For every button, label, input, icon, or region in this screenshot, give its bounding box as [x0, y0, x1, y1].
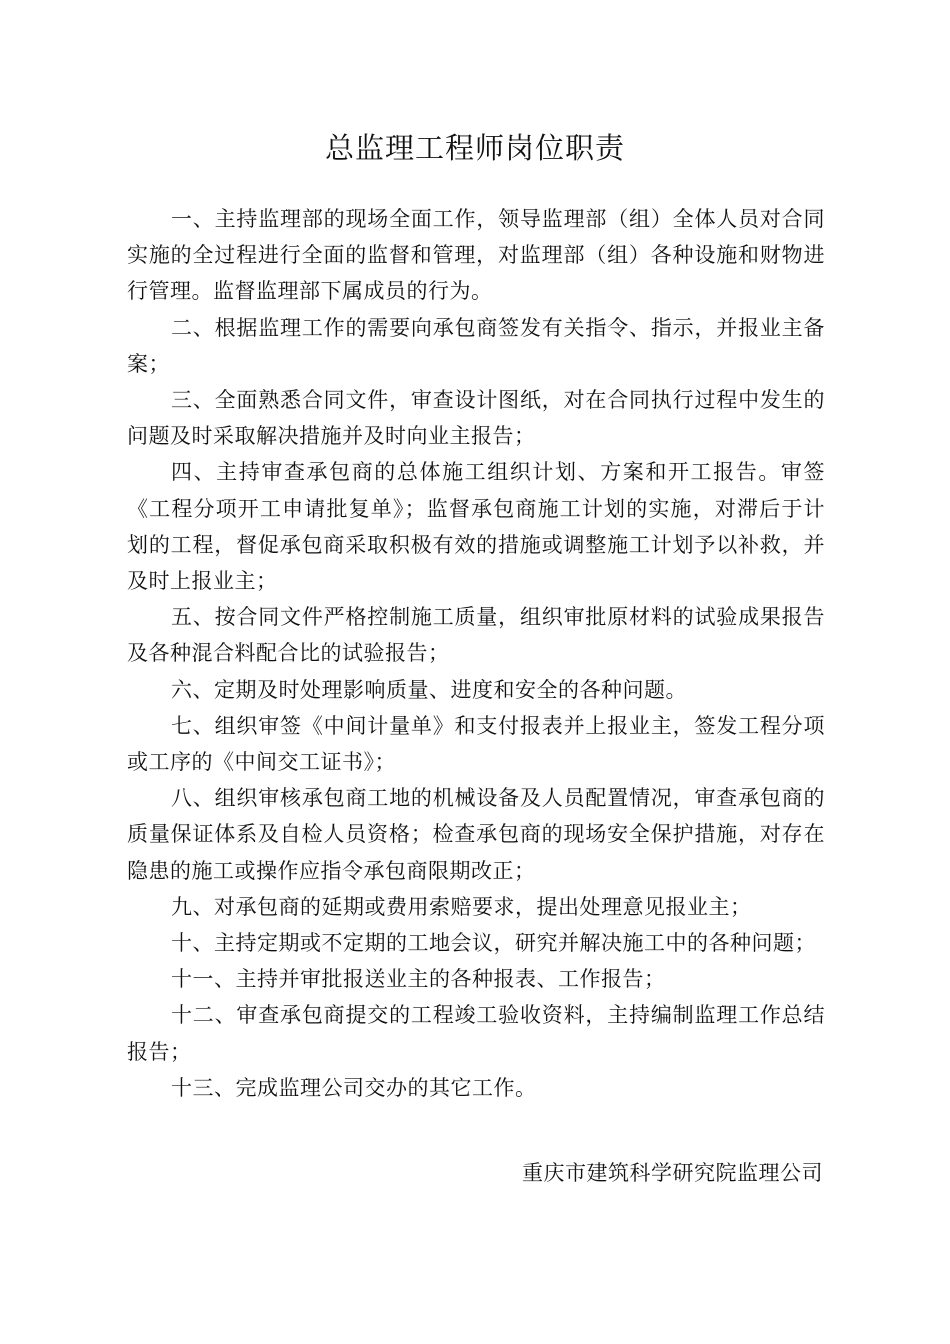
- duty-item-10: 十、主持定期或不定期的工地会议，研究并解决施工中的各种问题；: [171, 931, 816, 956]
- signature-organization: 重庆市建筑科学研究院监理公司: [522, 1161, 823, 1185]
- duty-item-12: 十二、审查承包商提交的工程竣工验收资料，主持编制监理工作总结报告；: [127, 1003, 825, 1064]
- duty-item-6: 六、定期及时处理影响质量、进度和安全的各种问题。: [171, 677, 687, 702]
- duty-list: [127, 201, 825, 1106]
- duty-item-8: 八、组织审核承包商工地的机械设备及人员配置情况，审查承包商的质量保证体系及自检人员资格；检查承包商的现场安全保护措施，对存在隐患的施工或操作应指令承包商限期改正；: [127, 786, 825, 883]
- duty-item-1: 一、主持监理部的现场全面工作，领导监理部（组）全体人员对合同实施的全过程进行全面的监督和管理，对监理部（组）各种设施和财物进行管理。监督监理部下属成员的行为。: [127, 207, 825, 304]
- duty-item-13: 十三、完成监理公司交办的其它工作。: [171, 1075, 537, 1100]
- page-title: 总监理工程师岗位职责: [324, 131, 625, 165]
- duty-item-9: 九、对承包商的延期或费用索赔要求，提出处理意见报业主；: [171, 894, 752, 919]
- duty-item-7: 七、组织审签《中间计量单》和支付报表并上报业主，签发工程分项或工序的《中间交工证书》；: [127, 713, 825, 775]
- duty-item-4: 四、主持审查承包商的总体施工组织计划、方案和开工报告。审签《工程分项开工申请批复单》；监督承包商施工计划的实施，对滞后于计划的工程，督促承包商采取积极有效的措施或调整施工计划予以补救，并及时上报业主；: [127, 460, 825, 594]
- duty-item-11: 十一、主持并审批报送业主的各种报表、工作报告；: [171, 967, 666, 992]
- duty-item-3: 三、全面熟悉合同文件，审查设计图纸，对在合同执行过程中发生的问题及时采取解决措施并及时向业主报告；: [127, 388, 825, 449]
- duty-item-5: 五、按合同文件严格控制施工质量，组织审批原材料的试验成果报告及各种混合料配合比的试验报告；: [127, 605, 825, 666]
- duty-item-2: 二、根据监理工作的需要向承包商签发有关指令、指示，并报业主备案；: [127, 315, 825, 376]
